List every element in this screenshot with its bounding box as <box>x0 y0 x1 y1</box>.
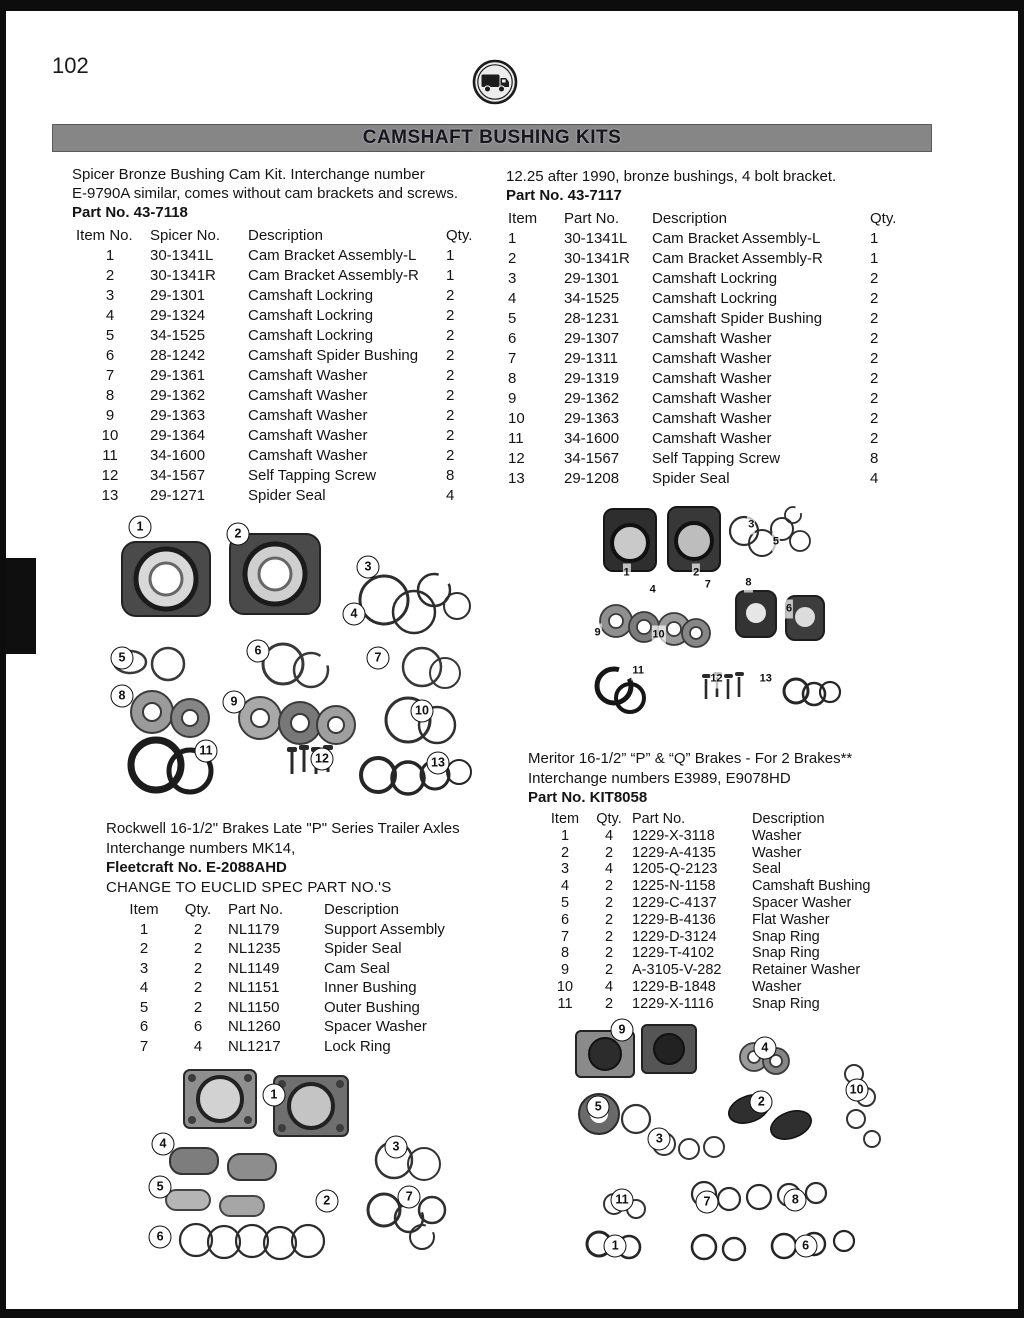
callout-6: 6 <box>794 1235 817 1258</box>
table-row: 12 34-1567 Self Tapping Screw 8 <box>101 467 455 484</box>
table-row: 9 29-1363 Camshaft Washer 2 <box>105 407 455 424</box>
column-header: Description <box>652 210 728 227</box>
intro-line: 12.25 after 1990, bronze bushings, 4 bolt bracket. <box>506 168 837 185</box>
after1990-exploded-diagram <box>586 501 876 741</box>
callout-8: 8 <box>111 684 134 707</box>
table-row: 3 2 NL1149 Cam Seal <box>139 959 390 977</box>
part-number: Part No. 43-7117 <box>506 187 622 204</box>
callout-4: 4 <box>343 603 366 626</box>
table-row: 5 34-1525 Camshaft Lockring 2 <box>105 327 455 344</box>
callout-1: 1 <box>262 1084 285 1107</box>
section-banner: CAMSHAFT BUSHING KITS <box>52 124 932 152</box>
table-row: 4 2 NL1151 Inner Bushing <box>139 979 417 996</box>
callout-7: 7 <box>367 647 390 670</box>
table-header-row <box>542 811 882 828</box>
column-header: Part No. <box>564 210 620 227</box>
after1990-diagram-image <box>586 501 876 741</box>
meritor-parts-table <box>542 811 882 1013</box>
callout-11: 11 <box>631 662 645 681</box>
callout-13: 13 <box>759 669 773 688</box>
truck-icon <box>472 59 518 105</box>
callout-10: 10 <box>411 699 434 722</box>
after1990-kit-intro <box>506 167 942 206</box>
table-row: 3 4 1205-Q-2123 Seal <box>560 861 782 878</box>
table-row: 10 29-1363 Camshaft Washer 2 <box>508 410 879 427</box>
callout-13: 13 <box>427 752 450 775</box>
spicer-diagram-image <box>78 512 478 804</box>
fleetcraft-number: Fleetcraft No. E-2088AHD <box>106 859 287 876</box>
table-row: 1 30-1341L Cam Bracket Assembly-L 1 <box>105 247 455 264</box>
spicer-parts-table <box>72 226 482 506</box>
intro-line: Interchange numbers MK14, <box>106 839 296 857</box>
table-row: 7 4 NL1217 Lock Ring <box>139 1037 391 1055</box>
table-row: 9 29-1362 Camshaft Washer 2 <box>508 390 879 407</box>
column-header: Qty. <box>446 227 473 244</box>
intro-line: Meritor 16-1/2” “P” & “Q” Brakes - For 2 Brakes** <box>528 750 853 767</box>
table-row: 2 2 1229-A-4135 Washer <box>560 844 802 861</box>
table-header-row <box>118 900 472 920</box>
column-header: Qty. <box>596 811 622 827</box>
truck-logo-icon <box>472 59 518 105</box>
column-header: Description <box>248 227 324 244</box>
rockwell-parts-table <box>118 900 472 1056</box>
rockwell-exploded-diagram <box>132 1062 462 1262</box>
column-header: Item No. <box>76 227 133 244</box>
callout-3: 3 <box>648 1127 671 1150</box>
callout-5: 5 <box>587 1095 610 1118</box>
callout-6: 6 <box>247 639 270 662</box>
callout-5: 5 <box>149 1176 172 1199</box>
callout-5: 5 <box>772 532 780 551</box>
callout-2: 2 <box>315 1190 338 1213</box>
callout-9: 9 <box>611 1018 634 1041</box>
callout-1: 1 <box>604 1235 627 1258</box>
column-header: Item <box>129 901 159 918</box>
column-header: Description <box>752 811 825 827</box>
page-edge-tab <box>0 558 36 654</box>
callout-11: 11 <box>195 740 218 763</box>
table-row: 6 29-1307 Camshaft Washer 2 <box>508 330 879 347</box>
callout-3: 3 <box>747 516 755 535</box>
table-row: 4 29-1324 Camshaft Lockring 2 <box>105 307 455 324</box>
spicer-exploded-diagram <box>78 512 478 804</box>
column-header: Item <box>550 811 580 827</box>
meritor-exploded-diagram <box>554 1019 894 1264</box>
table-row: 9 2 A-3105-V-282 Retainer Washer <box>560 962 861 979</box>
table-row: 12 34-1567 Self Tapping Screw 8 <box>508 450 879 467</box>
table-row: 10 29-1364 Camshaft Washer 2 <box>101 427 455 444</box>
intro-line: Rockwell 16-1/2" Brakes Late "P" Series Trailer Axles <box>106 820 460 837</box>
table-row: 2 30-1341R Cam Bracket Assembly-R 1 <box>105 267 455 284</box>
intro-line: E-9790A similar, comes without cam brackets and screws. <box>72 185 458 202</box>
callout-2: 2 <box>750 1090 773 1113</box>
table-row: 3 29-1301 Camshaft Lockring 2 <box>105 287 455 304</box>
callout-3: 3 <box>385 1136 408 1159</box>
after1990-parts-table <box>506 209 908 489</box>
table-header-row <box>72 226 482 246</box>
page-number: 102 <box>52 53 89 78</box>
column-header: Part No. <box>228 901 284 918</box>
table-row: 5 2 1229-C-4137 Spacer Washer <box>560 894 852 911</box>
callout-11: 11 <box>611 1188 634 1211</box>
table-row: 13 29-1271 Spider Seal 4 <box>101 487 455 504</box>
right-column <box>506 167 942 1264</box>
callout-9: 9 <box>594 624 602 643</box>
callout-7: 7 <box>696 1191 719 1214</box>
callout-6: 6 <box>149 1226 172 1249</box>
callout-1: 1 <box>623 564 631 583</box>
callout-10: 10 <box>651 626 665 645</box>
callout-1: 1 <box>129 515 152 538</box>
column-header: Item <box>508 210 538 227</box>
table-row: 10 4 1229-B-1848 Washer <box>556 978 802 995</box>
callout-2: 2 <box>227 522 250 545</box>
table-row: 2 30-1341R Cam Bracket Assembly-R 1 <box>508 250 879 267</box>
table-row: 7 29-1361 Camshaft Washer 2 <box>105 367 455 384</box>
table-row: 4 2 1225-N-1158 Camshaft Bushing <box>560 878 871 895</box>
table-row: 8 29-1362 Camshaft Washer 2 <box>105 387 455 404</box>
left-column <box>72 165 486 1262</box>
table-row: 3 29-1301 Camshaft Lockring 2 <box>508 270 879 287</box>
table-row: 11 34-1600 Camshaft Washer 2 <box>508 430 879 447</box>
callout-10: 10 <box>845 1078 868 1101</box>
table-row: 5 28-1231 Camshaft Spider Bushing 2 <box>508 310 879 327</box>
part-number: Part No. KIT8058 <box>528 789 648 806</box>
spicer-kit-intro <box>72 165 486 223</box>
callout-4: 4 <box>152 1133 175 1156</box>
table-header-row <box>506 209 908 229</box>
table-row: 7 29-1311 Camshaft Washer 2 <box>508 350 879 367</box>
callout-2: 2 <box>692 564 700 583</box>
table-row: 13 29-1208 Spider Seal 4 <box>508 470 879 487</box>
column-header: Spicer No. <box>150 227 221 244</box>
callout-7: 7 <box>398 1186 421 1209</box>
table-row: 8 29-1319 Camshaft Washer 2 <box>508 370 879 387</box>
callout-5: 5 <box>111 647 134 670</box>
table-row: 2 2 NL1235 Spider Seal <box>139 940 402 957</box>
table-row: 1 4 1229-X-3118 Washer <box>560 827 802 844</box>
intro-line: Interchange numbers E3989, E9078HD <box>528 769 791 787</box>
table-row: 11 34-1600 Camshaft Washer 2 <box>102 447 455 464</box>
change-note: CHANGE TO EUCLID SPEC PART NO.'S <box>106 878 392 896</box>
callout-3: 3 <box>357 556 380 579</box>
table-row: 6 28-1242 Camshaft Spider Bushing 2 <box>105 347 455 364</box>
callout-8: 8 <box>744 573 752 592</box>
column-header: Qty. <box>870 210 897 227</box>
table-row: 4 34-1525 Camshaft Lockring 2 <box>508 290 879 307</box>
callout-12: 12 <box>709 669 723 688</box>
column-header: Qty. <box>184 901 212 918</box>
rockwell-diagram-image <box>132 1062 462 1262</box>
table-row: 1 2 NL1179 Support Assembly <box>139 920 445 938</box>
table-row: 6 2 1229-B-4136 Flat Washer <box>560 911 830 928</box>
callout-7: 7 <box>704 576 712 595</box>
column-header: Part No. <box>632 811 686 827</box>
callout-8: 8 <box>784 1188 807 1211</box>
table-row: 1 30-1341L Cam Bracket Assembly-L 1 <box>508 230 879 247</box>
table-row: 8 2 1229-T-4102 Snap Ring <box>560 945 820 962</box>
callout-4: 4 <box>649 580 657 599</box>
callout-9: 9 <box>223 690 246 713</box>
meritor-diagram-image <box>554 1019 894 1264</box>
column-header: Description <box>324 901 400 918</box>
meritor-kit-intro <box>528 749 942 808</box>
callout-6: 6 <box>785 600 793 619</box>
callout-4: 4 <box>753 1036 776 1059</box>
table-row: 6 6 NL1260 Spacer Washer <box>139 1018 427 1035</box>
intro-line: Spicer Bronze Bushing Cam Kit. Interchange number <box>72 166 425 183</box>
table-row: 5 2 NL1150 Outer Bushing <box>139 998 420 1016</box>
rockwell-kit-intro <box>106 819 486 897</box>
table-row: 11 2 1229-X-1116 Snap Ring <box>557 995 820 1012</box>
part-number: Part No. 43-7118 <box>72 204 188 221</box>
table-row: 7 2 1229-D-3124 Snap Ring <box>560 928 820 945</box>
callout-12: 12 <box>311 747 334 770</box>
